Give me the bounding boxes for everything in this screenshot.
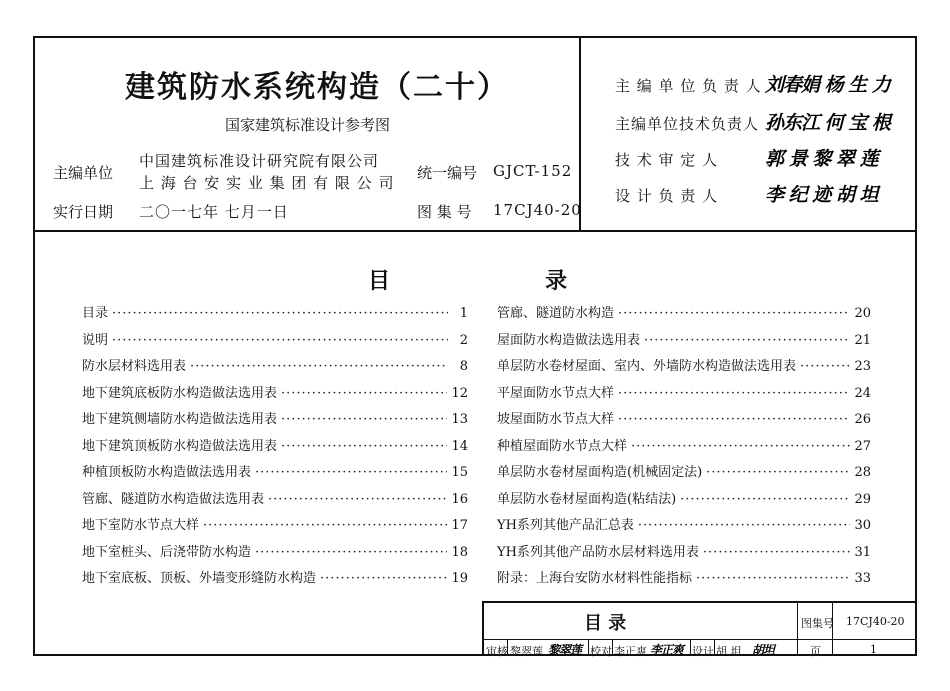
check-label: 校对 (590, 645, 612, 658)
toc-entry[interactable]: 说明 ····· 2 (82, 329, 468, 356)
drawing-frame (33, 36, 917, 656)
unified-number: GJCT-152 (493, 162, 573, 180)
design-label: 设计 (692, 645, 714, 658)
toc-entry[interactable]: 目录 ····· 1 (82, 302, 468, 329)
toc-entry[interactable]: 地下建筑侧墙防水构造做法选用表 ····· 13 (82, 408, 468, 435)
responsible-row (615, 70, 890, 97)
atlas-label: 图集号 (801, 617, 834, 630)
toc-entry[interactable]: YH系列其他产品汇总表 ····· 30 (497, 514, 871, 541)
responsible-row (615, 180, 877, 207)
atlas-number: 17CJ40-20 (493, 201, 582, 219)
toc-entry[interactable]: 坡屋面防水节点大样 ····· 26 (497, 408, 871, 435)
toc-title-right: 录 (545, 269, 568, 294)
toc-entry[interactable]: 地下建筑顶板防水构造做法选用表 ····· 14 (82, 435, 468, 462)
responsible-label: 主编单位技术负责人 (615, 115, 760, 133)
signature: 李 纪 迹 胡 坦 (765, 184, 878, 206)
responsible-label: 技 术 审 定 人 (615, 151, 719, 169)
editor-unit-line-1: 中国建筑标准设计研究院有限公司 (139, 152, 380, 170)
editor-unit-line-2: 上 海 台 安 实 业 集 团 有 限 公 司 (139, 174, 395, 192)
toc-entry[interactable]: 单层防水卷材屋面构造(机械固定法) ····· 28 (497, 461, 871, 488)
atlas-value: 17CJ40-20 (846, 615, 905, 628)
unified-number-label: 统一编号 (417, 164, 478, 182)
responsible-row (615, 144, 877, 171)
toc-entry[interactable]: 单层防水卷材屋面、室内、外墙防水构造做法选用表 ····· 23 (497, 355, 871, 382)
toc-entry[interactable]: 屋面防水构造做法选用表 ····· 21 (497, 329, 871, 356)
responsible-label: 设 计 负 责 人 (615, 187, 719, 205)
toc-entry[interactable]: 种植屋面防水节点大样 ····· 27 (497, 435, 871, 462)
toc-entry[interactable]: 地下室桩头、后浇带防水构造 ····· 18 (82, 541, 468, 568)
toc-entry[interactable]: 单层防水卷材屋面构造(粘结法) ····· 29 (497, 488, 871, 515)
toc-entry[interactable]: 地下室防水节点大样 ····· 17 (82, 514, 468, 541)
toc-entry[interactable]: 管廊、隧道防水构造 ····· 20 (497, 302, 871, 329)
review-signature: 黎翠莲 (548, 643, 582, 657)
sheet-title: 目 录 (584, 613, 627, 634)
toc-entry[interactable]: 防水层材料选用表 ····· 8 (82, 355, 468, 382)
signature: 孙东江 何 宝 根 (765, 112, 890, 134)
page-title: 建筑防水系统构造（二十） (125, 70, 509, 105)
page-number: 1 (870, 643, 877, 656)
toc-left-column (82, 302, 468, 594)
signature: 郭 景 黎 翠 莲 (765, 148, 878, 170)
implement-date: 二〇一七年 七月一日 (139, 203, 289, 221)
signature: 刘春娟 杨 生 力 (765, 74, 890, 96)
check-signature: 李正爽 (650, 643, 684, 657)
toc-entry[interactable]: 种植顶板防水构造做法选用表 ····· 15 (82, 461, 468, 488)
toc-entry[interactable]: 地下室底板、顶板、外墙变形缝防水构造 ····· 19 (82, 567, 468, 594)
toc-entry[interactable]: 平屋面防水节点大样 ····· 24 (497, 382, 871, 409)
responsible-label: 主 编 单 位 负 责 人 (615, 77, 762, 95)
atlas-number-label: 图 集 号 (417, 203, 472, 221)
design-name: 胡 坦 (716, 645, 742, 658)
page-label: 页 (810, 645, 821, 658)
design-signature: 胡坦 (752, 643, 775, 657)
toc-entry[interactable]: 附录：上海台安防水材料性能指标 ····· 33 (497, 567, 871, 594)
subtitle: 国家建筑标准设计参考图 (225, 116, 391, 134)
toc-title-left: 目 (368, 269, 391, 294)
toc-entry[interactable]: YH系列其他产品防水层材料选用表 ····· 31 (497, 541, 871, 568)
review-name: 黎翠莲 (510, 645, 543, 658)
check-name: 李正爽 (614, 645, 647, 658)
title-block (482, 601, 917, 656)
editor-unit-label: 主编单位 (53, 164, 114, 182)
implement-date-label: 实行日期 (53, 203, 114, 221)
review-label: 审核 (486, 645, 508, 658)
header-divider (35, 230, 915, 232)
responsible-row (615, 108, 890, 135)
toc-entry[interactable]: 管廊、隧道防水构造做法选用表 ····· 16 (82, 488, 468, 515)
toc-right-column (497, 302, 871, 594)
toc-entry[interactable]: 地下建筑底板防水构造做法选用表 ····· 12 (82, 382, 468, 409)
